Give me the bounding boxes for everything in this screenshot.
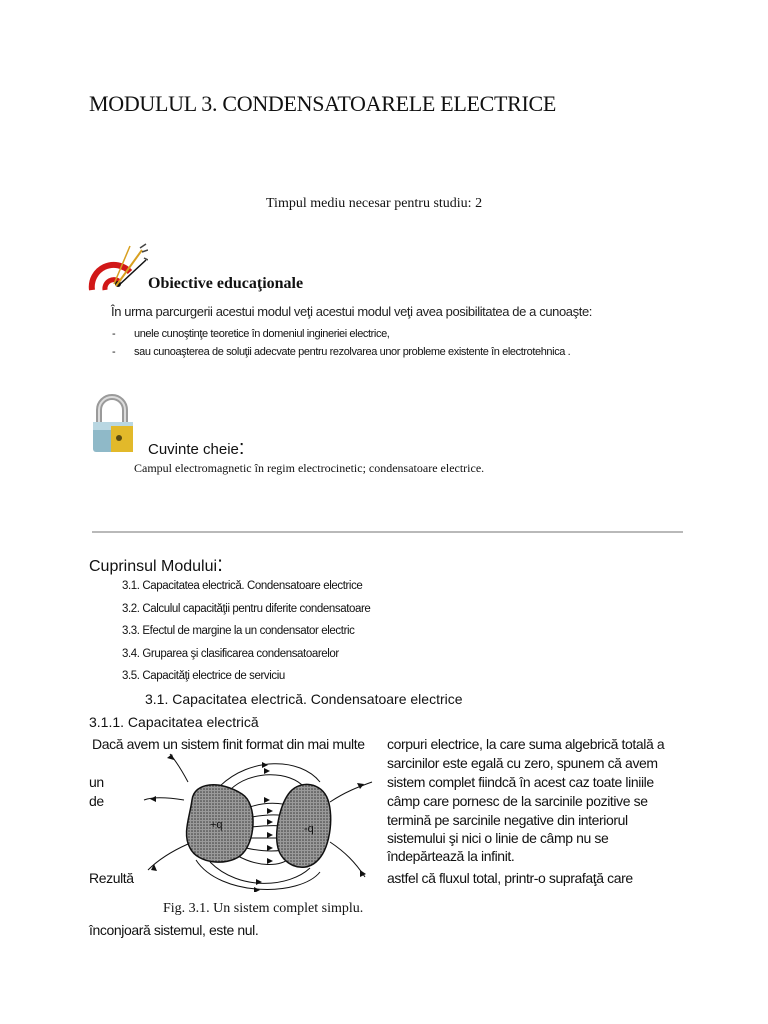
padlock-icon [89,392,137,454]
body-line: sarcinilor este egală cu zero, spunem că avem [387,755,658,771]
contents-item: 3.2. Calculul capacităţii pentru diferite condensatoare [122,603,371,615]
body-line: îndepărtează la infinit. [387,848,515,864]
body-line: astfel că fluxul total, printr-o suprafaţă care [387,870,633,886]
objective-item: sau cunoaşterea de soluţii adecvate pentru rezolvarea unor probleme existente în electrotehnica . [134,346,571,358]
contents-item: 3.4. Gruparea şi clasificarea condensatoarelor [122,648,339,660]
body-line: sistemului şi nici o linie de câmp nu se [387,830,609,846]
keywords-text: Campul electromagnetic în regim electrocinetic; condensatoare electrice. [134,461,485,475]
body-line: înconjoară sistemul, este nul. [89,922,259,938]
body-word: de [89,793,104,809]
body-line: sistem complet fiindcă în acest caz toate liniile [387,774,654,790]
figure-caption: Fig. 3.1. Un sistem complet simplu. [163,901,364,916]
objectives-intro: În urma parcurgerii acestui modul veţi acestui modul veţi avea posibilitatea de a cunoaşte: [111,304,592,319]
divider [92,531,683,533]
bullet-dash: - [112,328,116,340]
contents-item: 3.1. Capacitatea electrică. Condensatoare electrice [122,580,363,592]
target-icon [86,242,148,292]
body-line: Dacă avem un sistem finit format din mai multe [92,736,365,752]
negative-charge-label: -q [304,823,314,835]
field-lines-figure [140,752,380,892]
body-word: Rezultă [89,870,134,886]
body-line: termină pe sarcinile negative din interiorul [387,812,628,828]
bullet-dash: - [112,346,116,358]
objectives-heading: Obiective educaţionale [148,275,304,292]
page-title: MODULUL 3. CONDENSATOARELE ELECTRICE [89,91,557,116]
contents-item: 3.3. Efectul de margine la un condensator electric [122,625,355,637]
study-time: Timpul mediu necesar pentru studiu: 2 [266,196,483,211]
positive-charge-label: +q [210,819,223,831]
body-word: un [89,774,104,790]
body-line: corpuri electrice, la care suma algebrică totală a [387,736,665,752]
body-line: câmp care pornesc de la sarcinile pozitive se [387,793,648,809]
keywords-heading: Cuvinte cheie: [148,437,245,459]
objective-item: unele cunoştinţe teoretice în domeniul ingineriei electrice, [134,328,390,340]
subsection-title: 3.1.1. Capacitatea electrică [89,714,259,730]
contents-heading: Cuprinsul Modului: [89,553,223,576]
contents-item: 3.5. Capacităţi electrice de serviciu [122,670,285,682]
section-title: 3.1. Capacitatea electrică. Condensatoare electrice [145,691,463,707]
